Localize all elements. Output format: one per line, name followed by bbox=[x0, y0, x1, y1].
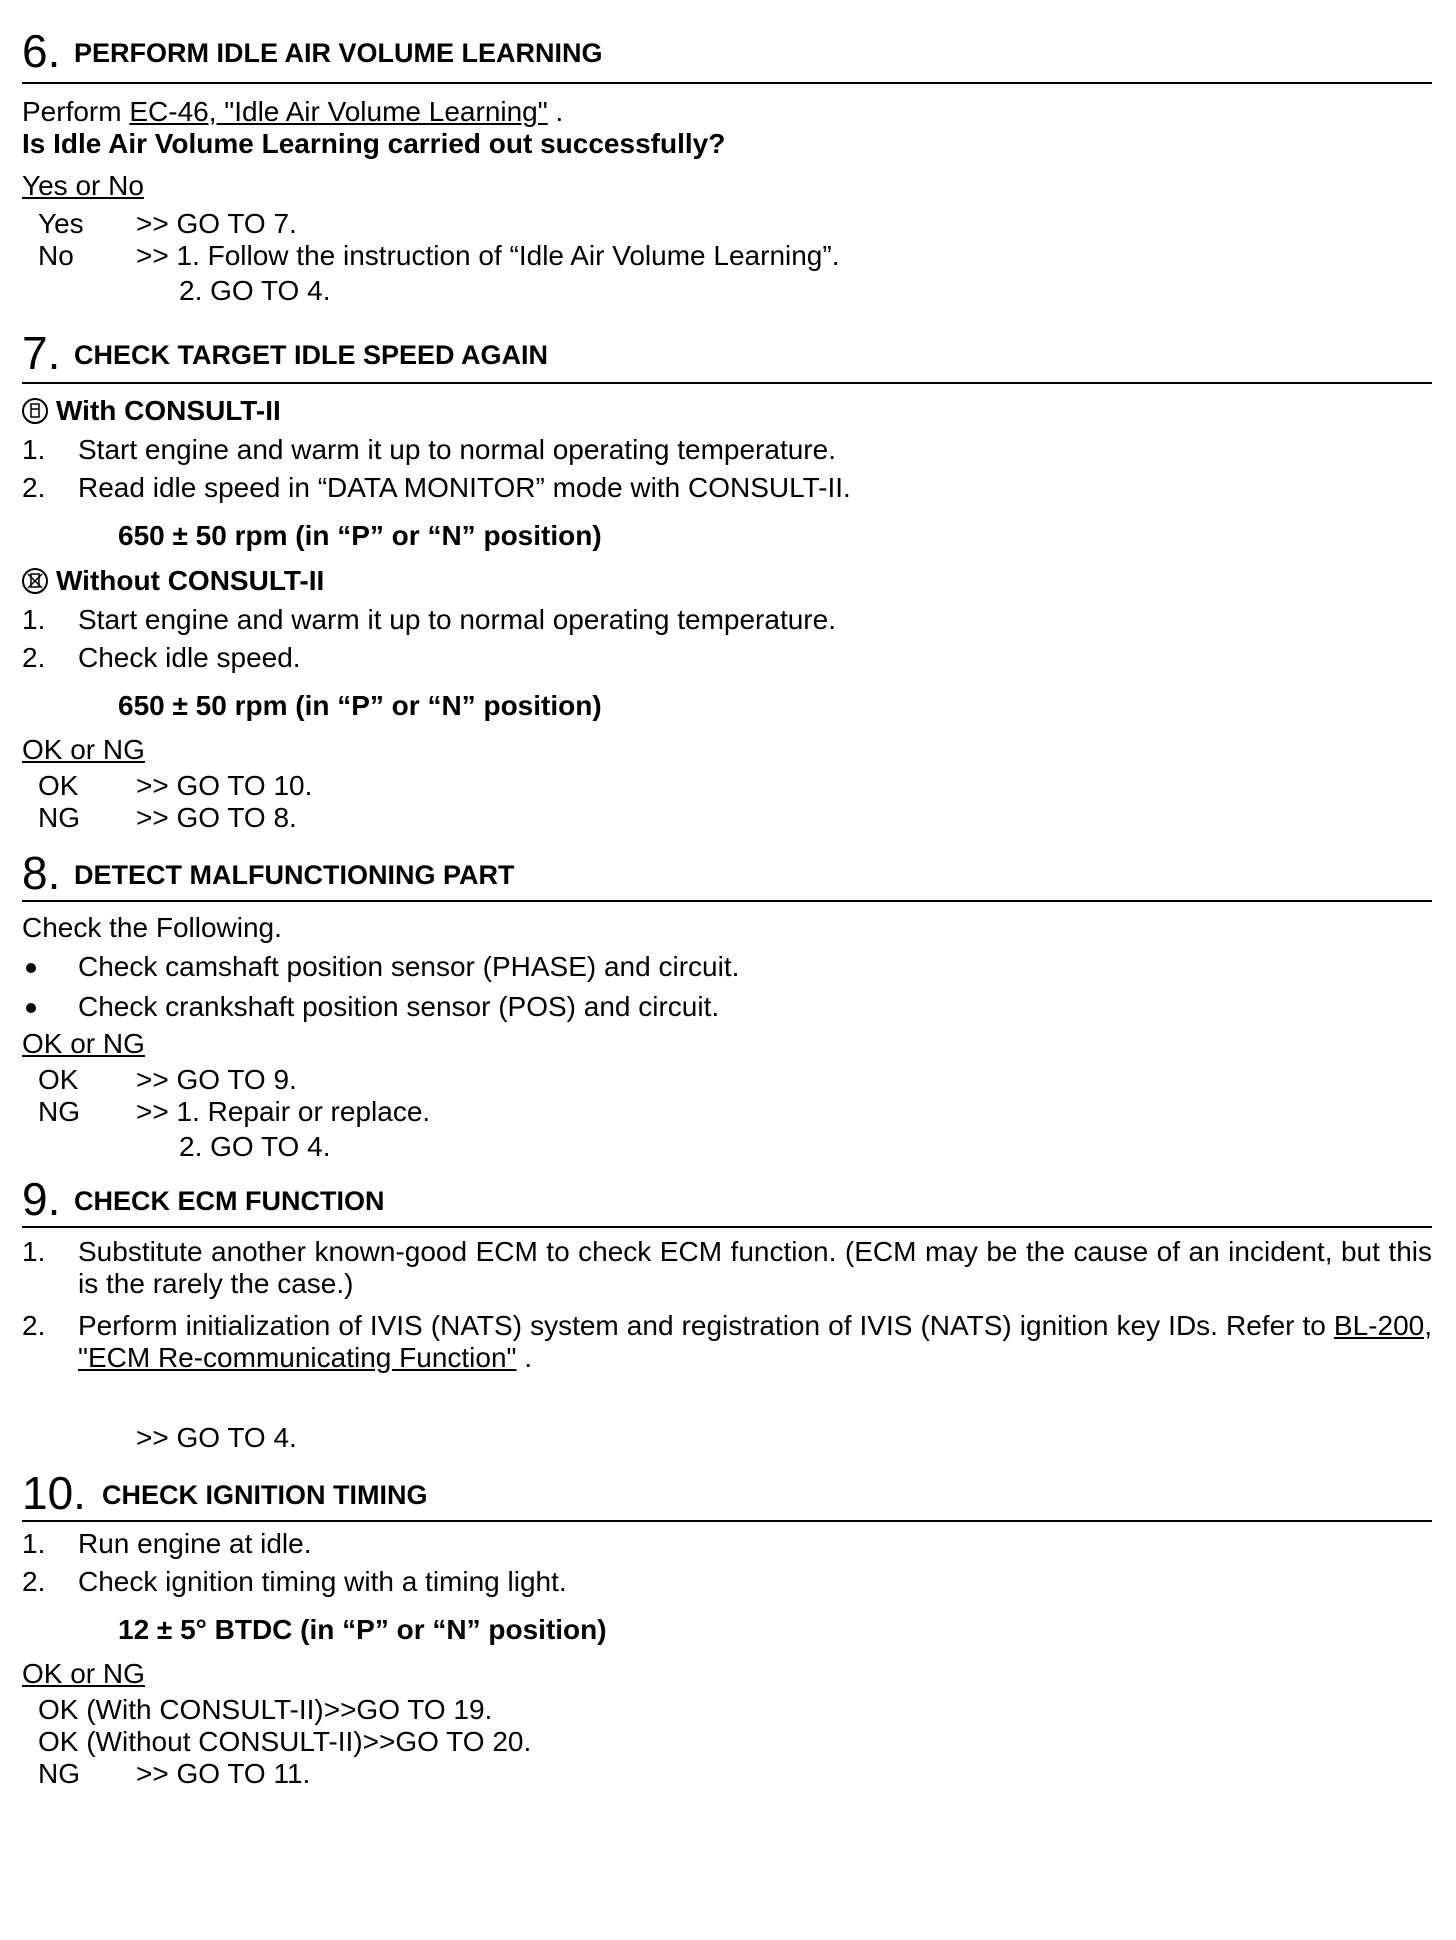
question: Is Idle Air Volume Learning carried out successfully? bbox=[22, 128, 726, 159]
item-text: Check idle speed. bbox=[78, 642, 301, 673]
idle-speed-spec: 650 ± 50 rpm (in “P” or “N” position) bbox=[118, 690, 602, 721]
step-9-body bbox=[22, 1236, 1432, 1454]
with-consult-label: With CONSULT-II bbox=[56, 395, 281, 426]
step-title: DETECT MALFUNCTIONING PART bbox=[74, 860, 515, 890]
item-text bbox=[78, 1310, 1432, 1374]
answer-row bbox=[38, 802, 1432, 834]
idle-air-learning-link[interactable]: EC-46, "Idle Air Volume Learning" bbox=[129, 96, 548, 127]
step-title: CHECK IGNITION TIMING bbox=[102, 1480, 428, 1510]
step-title: CHECK TARGET IDLE SPEED AGAIN bbox=[74, 340, 549, 370]
bullet-icon bbox=[22, 990, 78, 1024]
answer-row bbox=[38, 208, 1432, 240]
bullet-item bbox=[22, 990, 1432, 1024]
ignition-timing-spec: 12 ± 5° BTDC (in “P” or “N” position) bbox=[118, 1614, 607, 1645]
step-7-header bbox=[22, 310, 1432, 384]
answer-row bbox=[38, 1726, 1432, 1758]
numbered-item: 2. Read idle speed in “DATA MONITOR” mode with CONSULT-II. bbox=[22, 472, 1432, 504]
answer-text: OK (Without CONSULT-II)>>GO TO 20. bbox=[38, 1726, 532, 1757]
choice-label: OK or NG bbox=[22, 1028, 145, 1059]
item-text: Start engine and warm it up to normal operating temperature. bbox=[78, 604, 836, 635]
answers bbox=[38, 1694, 1432, 1790]
step-6-header bbox=[22, 0, 1432, 84]
header-rule bbox=[22, 382, 1432, 384]
perform-prefix: Perform bbox=[22, 96, 130, 127]
answer-text: >> GO TO 8. bbox=[136, 802, 297, 833]
without-consult-heading bbox=[22, 564, 1432, 598]
bullet-item bbox=[22, 950, 1432, 984]
answer-key: OK bbox=[38, 770, 79, 801]
answer-row bbox=[38, 1064, 1432, 1096]
bullet-text: Check camshaft position sensor (PHASE) and circuit. bbox=[78, 951, 740, 982]
service-manual-page bbox=[22, 0, 1432, 1790]
step-number: 6. bbox=[22, 25, 61, 77]
choice-label: OK or NG bbox=[22, 734, 145, 765]
step-title: PERFORM IDLE AIR VOLUME LEARNING bbox=[74, 38, 603, 68]
ecm-recommunicating-link[interactable]: BL-200, "ECM Re-communicating Function" bbox=[78, 1310, 1432, 1373]
item-prefix: Perform initialization of IVIS (NATS) system and registration of IVIS (NATS) ignition key IDs. Refer to bbox=[78, 1310, 1334, 1341]
perform-suffix: . bbox=[547, 96, 564, 127]
item-text: Check ignition timing with a timing light. bbox=[78, 1566, 567, 1597]
answers bbox=[38, 770, 1432, 834]
answer-row bbox=[38, 770, 1432, 802]
step-6-body bbox=[22, 96, 1432, 310]
no-consult-tool-icon bbox=[22, 568, 48, 594]
item-suffix: . bbox=[516, 1342, 533, 1373]
choice-label: Yes or No bbox=[22, 170, 144, 201]
answer-row bbox=[38, 1096, 1432, 1128]
with-consult-heading bbox=[22, 394, 1432, 428]
numbered-item: 2. Check idle speed. bbox=[22, 642, 1432, 674]
step-8-header bbox=[22, 834, 1432, 902]
numbered-item: 2. Check ignition timing with a timing light. bbox=[22, 1566, 1432, 1598]
step-number: 7. bbox=[22, 327, 61, 379]
step-title: CHECK ECM FUNCTION bbox=[74, 1186, 385, 1216]
step-8-body bbox=[22, 912, 1432, 1166]
step-10-header bbox=[22, 1454, 1432, 1522]
item-text: Run engine at idle. bbox=[78, 1528, 312, 1559]
answer-text: >> 1. Repair or replace. bbox=[136, 1096, 431, 1127]
answers bbox=[38, 1064, 1432, 1128]
numbered-item: 1. Start engine and warm it up to normal operating temperature. bbox=[22, 434, 1432, 466]
answer-text: >> GO TO 7. bbox=[136, 208, 297, 239]
numbered-item: 1. Run engine at idle. bbox=[22, 1528, 1432, 1560]
goto-line: >> GO TO 4. bbox=[136, 1422, 297, 1453]
answer-text: >> 1. Follow the instruction of “Idle Air Volume Learning”. bbox=[136, 240, 840, 271]
consult-scan-tool-icon bbox=[22, 398, 48, 424]
answer-key: NG bbox=[38, 802, 80, 833]
bullet-text: Check crankshaft position sensor (POS) and circuit. bbox=[78, 991, 720, 1022]
answer-row bbox=[38, 1758, 1432, 1790]
answer-text: >> GO TO 10. bbox=[136, 770, 313, 801]
answer-row bbox=[38, 1694, 1432, 1726]
item-text: Start engine and warm it up to normal operating temperature. bbox=[78, 434, 836, 465]
answer-text: >> GO TO 11. bbox=[136, 1758, 311, 1789]
without-consult-label: Without CONSULT-II bbox=[56, 565, 325, 596]
answer-key: No bbox=[38, 240, 74, 271]
header-rule bbox=[22, 900, 1432, 902]
choice-label: OK or NG bbox=[22, 1658, 145, 1689]
header-rule bbox=[22, 1226, 1432, 1228]
answer-subitem: 2. GO TO 4. bbox=[179, 275, 331, 306]
answer-text: OK (With CONSULT-II)>>GO TO 19. bbox=[38, 1694, 493, 1725]
answer-subitem: 2. GO TO 4. bbox=[179, 1131, 331, 1162]
answers bbox=[38, 208, 1432, 272]
answer-row bbox=[38, 240, 1432, 272]
numbered-item: 1. Start engine and warm it up to normal operating temperature. bbox=[22, 604, 1432, 636]
numbered-item: 2. Perform initialization of IVIS (NATS) system and registration of IVIS (NATS) ignition key IDs. Refer to BL-200, "ECM Re-communicating Function" . bbox=[22, 1310, 1432, 1373]
numbered-item: 1. Substitute another known-good ECM to check ECM function. (ECM may be the cause of an incident, but this is the rarely the case.) bbox=[22, 1236, 1432, 1299]
step-number: 9. bbox=[22, 1173, 61, 1225]
step-10-body bbox=[22, 1528, 1432, 1790]
answer-key: NG bbox=[38, 1758, 80, 1789]
intro-text: Check the Following. bbox=[22, 912, 282, 943]
step-9-header bbox=[22, 1166, 1432, 1228]
answer-key: OK bbox=[38, 1064, 79, 1095]
header-rule bbox=[22, 82, 1432, 84]
perform-line bbox=[22, 96, 1432, 128]
item-text: Read idle speed in “DATA MONITOR” mode with CONSULT-II. bbox=[78, 472, 851, 503]
answer-key: NG bbox=[38, 1096, 80, 1127]
step-7-body bbox=[22, 394, 1432, 834]
step-number: 8. bbox=[22, 847, 61, 899]
answer-key: Yes bbox=[38, 208, 84, 239]
answer-text: >> GO TO 9. bbox=[136, 1064, 297, 1095]
header-rule bbox=[22, 1520, 1432, 1522]
bullet-icon bbox=[22, 950, 78, 984]
item-text: Substitute another known-good ECM to check ECM function. (ECM may be the cause of an incident, but this is the rarely the case.) bbox=[78, 1236, 1432, 1299]
idle-speed-spec: 650 ± 50 rpm (in “P” or “N” position) bbox=[118, 520, 602, 551]
step-number: 10. bbox=[22, 1467, 86, 1519]
